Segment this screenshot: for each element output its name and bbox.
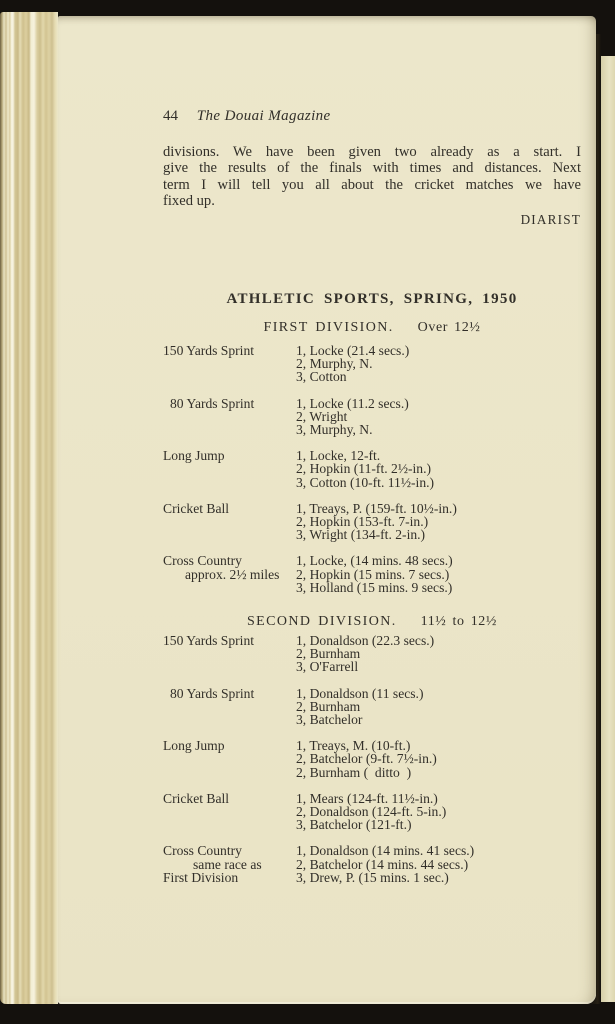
result-line: 1, Mears (124-ft. 11½-in.)	[296, 790, 438, 806]
event-label-line: approx. 2½ miles	[185, 566, 280, 582]
event-label	[163, 844, 296, 884]
next-page-edge	[601, 56, 615, 1002]
byline: DIARIST	[520, 212, 581, 227]
result-line: 3, Holland (15 mins. 9 secs.)	[296, 579, 453, 595]
division-name: FIRST DIVISION.	[263, 320, 394, 335]
event-row	[163, 739, 583, 779]
result-line: 1, Donaldson (11 secs.)	[296, 685, 424, 701]
event-label	[163, 687, 296, 727]
intro-line: fixed up.	[163, 193, 215, 210]
result-line: 3, O'Farrell	[296, 659, 359, 675]
event-label	[163, 792, 296, 832]
intro-line: give the results of the finals with times and distances. Next	[163, 160, 581, 177]
result-line: 2, Hopkin (11-ft. 2½-in.)	[296, 461, 432, 477]
event-label-line: Long Jump	[163, 738, 225, 754]
event-results	[296, 449, 583, 489]
intro-line: divisions. We have been given two already as a start. I	[163, 144, 581, 160]
result-line: 1, Donaldson (22.3 secs.)	[296, 633, 435, 648]
event-row	[163, 844, 583, 884]
event-row	[163, 449, 583, 489]
event-label	[163, 634, 296, 674]
result-line: 2, Batchelor (14 mins. 44 secs.)	[296, 856, 469, 872]
result-line: 3, Wright (134-ft. 2-in.)	[296, 527, 426, 543]
division-name: SECOND DIVISION.	[247, 614, 397, 629]
event-row	[163, 792, 583, 832]
result-line: 1, Treays, P. (159-ft. 10½-in.)	[296, 500, 457, 516]
event-label-line: 80 Yards Sprint	[170, 685, 255, 701]
event-label	[163, 739, 296, 779]
event-results	[296, 397, 583, 437]
event-label	[163, 554, 296, 594]
running-header	[163, 108, 331, 125]
result-line: 3, Murphy, N.	[296, 422, 373, 438]
first-division-results	[163, 344, 583, 594]
result-line: 2, Hopkin (153-ft. 7-in.)	[296, 514, 429, 530]
event-label	[163, 344, 296, 384]
event-label-line: 150 Yards Sprint	[163, 343, 255, 358]
result-line: 1, Locke, 12-ft.	[296, 448, 381, 464]
second-division-results	[163, 634, 583, 884]
event-label-line: Cricket Ball	[163, 790, 230, 806]
event-results	[296, 687, 583, 727]
event-label	[163, 397, 296, 437]
event-row	[163, 397, 583, 437]
event-results	[296, 344, 583, 384]
event-results	[296, 554, 583, 594]
result-line: 2, Burnham	[296, 698, 361, 714]
event-label-line: Cross Country	[163, 553, 242, 569]
result-line: 1, Locke (21.4 secs.)	[296, 343, 410, 358]
book-page-edges	[0, 12, 58, 1004]
magazine-page	[58, 16, 596, 1004]
event-results	[296, 739, 583, 779]
event-results	[296, 502, 583, 542]
page-number: 44	[163, 108, 178, 124]
result-line: 3, Batchelor	[296, 712, 363, 728]
event-row	[163, 687, 583, 727]
event-label-line: Cross Country	[163, 843, 242, 859]
result-line: 3, Cotton	[296, 369, 347, 385]
event-label-line: same race as	[193, 856, 262, 872]
result-line: 2, Wright	[296, 408, 348, 424]
event-label-line: 80 Yards Sprint	[170, 395, 255, 411]
event-label	[163, 449, 296, 489]
event-row	[163, 554, 583, 594]
division-age-range: Over 12½	[417, 320, 481, 335]
second-division-heading	[163, 614, 581, 630]
event-row	[163, 502, 583, 542]
event-label-line: Long Jump	[163, 448, 225, 464]
event-row	[163, 634, 583, 674]
result-line: 3, Cotton (10-ft. 11½-in.)	[296, 474, 435, 490]
event-results	[296, 792, 583, 832]
event-label-line: First Division	[163, 869, 239, 885]
event-results	[296, 844, 583, 884]
result-line: 2, Batchelor (9-ft. 7½-in.)	[296, 751, 437, 767]
intro-paragraph	[163, 144, 581, 210]
event-row	[163, 344, 583, 384]
intro-line: term I will tell you all about the cricket matches we have	[163, 176, 581, 193]
result-line: 1, Donaldson (14 mins. 41 secs.)	[296, 843, 475, 859]
result-line: 2, Hopkin (15 mins. 7 secs.)	[296, 566, 450, 582]
result-line: 1, Treays, M. (10-ft.)	[296, 738, 411, 754]
event-label-line: 150 Yards Sprint	[163, 633, 255, 648]
event-label-line: Cricket Ball	[163, 500, 230, 516]
result-line: 2, Donaldson (124-ft. 5-in.)	[296, 804, 447, 820]
event-results	[296, 634, 583, 674]
magazine-title: The Douai Magazine	[196, 108, 331, 124]
first-division-heading	[163, 320, 581, 336]
division-age-range: 11½ to 12½	[420, 614, 497, 629]
result-line: 1, Locke, (14 mins. 48 secs.)	[296, 553, 453, 569]
section-title: ATHLETIC SPORTS, SPRING, 1950	[226, 291, 518, 307]
result-line: 3, Batchelor (121-ft.)	[296, 817, 412, 833]
result-line: 1, Locke (11.2 secs.)	[296, 395, 409, 411]
event-label	[163, 502, 296, 542]
result-line: 2, Burnham	[296, 646, 361, 662]
result-line: 2, Murphy, N.	[296, 356, 373, 372]
result-line: 3, Drew, P. (15 mins. 1 sec.)	[296, 869, 449, 885]
result-line: 2, Burnham ( ditto )	[296, 764, 412, 780]
